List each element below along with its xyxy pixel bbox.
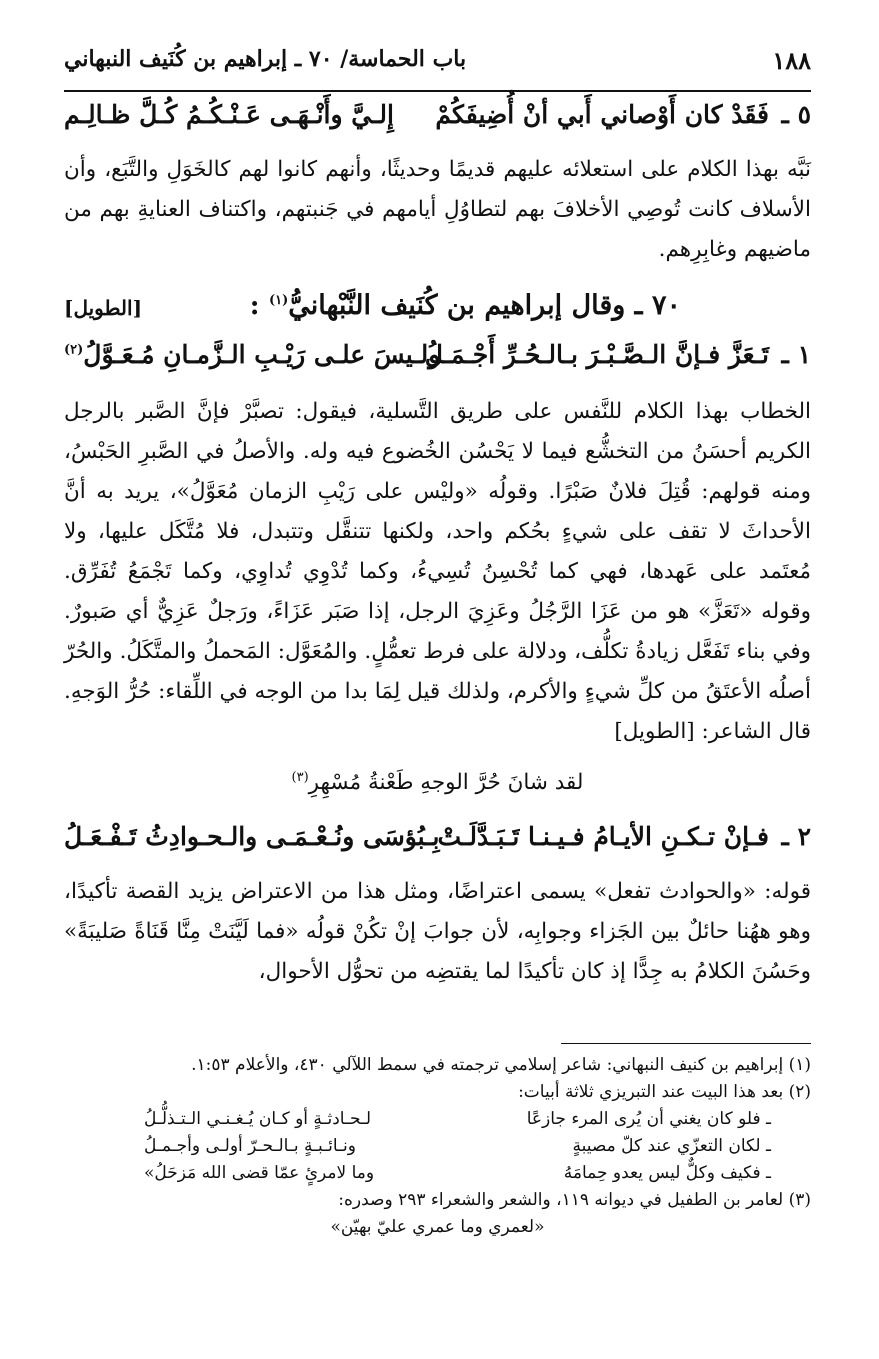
verse-number: ٢ ـ — [781, 822, 811, 851]
verse-first-hemistich: تَـعَزَّ فـإنَّ الـصَّـبْـرَ بـالـحُـرِّ أَجْـمَـلُ — [424, 340, 769, 369]
verse-number: ٥ ـ — [781, 100, 811, 129]
footnote-marker: (٣) — [291, 770, 309, 785]
footnote-verse: ـ فلو كان يغني أن يُرى المرء جازعًا لـحـادثـةٍ أو كـان يُـغـنـي الـتـذلُّـلُ — [144, 1109, 771, 1129]
footnote-marker: (١) — [268, 293, 289, 308]
footnote-3-quote: «لعمري وما عمري عليّ بهيّن» — [330, 1217, 545, 1237]
commentary-paragraph-2: الخطاب بهذا الكلام للنَّفس على طريق التَّسلية، فيقول: تصبَّرْ فإنَّ الصَّبر بالرجل الكريم أحسَنُ من التخشُّع فيما لا يَحْسُن الخُضوع فيه وله. والأصلُ في الصَّبرِ الحَبْسُ، ومنه قولهم: قُتِلَ فلانٌ صَبْرًا. وقولُه «وليْس على رَيْبِ الزمان مُعَوَّلُ»، يريد به أنَّ الأحداثَ لا تقف على شيءٍ بحُكم واحد، ولكنها تتنقَّل وتتبدل، فلا مُتَّكَل عليها، ولا مُعتَمد على عَهدها، فهي كما تُحْسِنُ تُسِيءُ، وكما تُدْوِي تُداوِي، وكما تَجْمَعُ تُفَرِّق. وقوله «تَعَزَّ» هو من عَزَا الرَّجُلُ وعَزِيَ الرجل، إذا صَبَر عَزَاءً، ورَجلٌ عَزِيٌّ أي صَبورٌ. وفي بناء تَفَعَّل زيادةُ تكلُّف، ودلالة على فرط تعمُّلٍ. والمُعَوَّل: المَحملُ والمتَّكَلُ. والحُرّ أصلُه الأعتَقُ من كلِّ شيءٍ والأكرم، ولذلك قيل لِمَا بدا من الوجه في اللِّقاء: حُرُّ الوَجهِ. قال الشاعر: [الطويل] — [64, 399, 812, 744]
running-title: باب الحماسة/ ٧٠ ـ إبراهيم بن كُنَيف النبهاني — [64, 46, 467, 72]
footnote-1: (١) إبراهيم بن كنيف النبهاني: شاعر إسلامي ترجمته في سمط اللآلي ٤٣٠، والأعلام ١:٥٣. — [191, 1055, 811, 1075]
commentary-paragraph-3: قوله: «والحوادث تفعل» يسمى اعتراضًا، ومثل هذا من الاعتراض يزيد القصة تأكيدًا، وهو ههُنا حائلٌ بين الجَزاء وجوابِه، لأن جوابَ إنْ تكُنْ قولُه «فما لَيَّنَتْ مِنَّا قَنَاةً صَليبَةً» وحَسُنَ الكلامُ به جِدًّا إذ كان تأكيدًا لما يقتضِه من تحوُّل الأحوال، — [64, 879, 811, 984]
footnotes — [64, 1052, 811, 1241]
footnote-2: (٢) بعد هذا البيت عند التبريزي ثلاثة أبيات: — [518, 1082, 811, 1102]
verse-first-hemistich: فـإنْ تـكـنِ الأيـامُ فـيـنـا تَـبَـدَّلَـتْ — [437, 822, 769, 851]
verse-second-hemistich: ولـيسَ علـى رَيْـبِ الـزَّمـانِ مُـعَـوَّلُ$^{(٢)}$ — [64, 340, 441, 369]
poem-heading — [64, 290, 811, 334]
verse-second-hemistich: بِـبُؤسَى ونُـعْـمَـى والـحـوادِثُ تَـفْـعَـلُ — [64, 822, 440, 851]
quoted-hemistich: لقد شانَ حُرَّ الوجهِ طَعْنةُ مُسْهِرِ$^{(٣)}$ — [291, 770, 584, 796]
footnote-verse: ـ لكان التعزّي عند كلّ مصيبةٍ ونـائـبـةٍ بـالـحـرّ أولـى وأجـمـلُ — [144, 1136, 771, 1156]
verse-5 — [64, 100, 811, 144]
page-number: ١٨٨ — [772, 46, 811, 75]
commentary-paragraph-1: نَبَّه بهذا الكلام على استعلائه عليهم قديمًا وحديثًا، وأنهم كانوا لهم كالخَوَلِ والتَّبَع، وأن الأسلاف كانت تُوصِي الأخلافَ بهم لتطاوُلِ أيامهم في جَنبتهم، واكتناف العنايةِ بهم من ماضيهم وغابِرِهم. — [64, 157, 811, 262]
verse-number: ١ ـ — [781, 340, 811, 369]
poem-meter: [الطويل] — [64, 296, 143, 320]
footnote-marker: (٢) — [64, 342, 84, 358]
footnote-3: (٣) لعامر بن الطفيل في ديوانه ١١٩، والشعر والشعراء ٢٩٣ وصدره: — [338, 1190, 811, 1210]
poem-title: ٧٠ ـ وقال إبراهيم بن كُنَيف النَّبْهانيُّ$^{(١)}$ : — [249, 290, 681, 321]
verse-1 — [64, 340, 811, 384]
footnote-verse: ـ فكيف وكلٌّ ليس يعدو حِمامَهُ وما لامرئٍ عمّا قضى الله مَزحَلُ» — [144, 1163, 771, 1183]
page-header — [64, 40, 811, 92]
verse-first-hemistich: فَقَدْ كان أَوْصاني أَبي أنْ أُضِيفَكُمْ — [435, 100, 769, 129]
footnote-divider — [561, 1043, 811, 1044]
verse-second-hemistich: إِلـيَّ وأَنْـهَـى عَـنْـكُـمُ كُـلَّ ظـالِـم — [64, 100, 394, 129]
verse-2 — [64, 822, 811, 866]
